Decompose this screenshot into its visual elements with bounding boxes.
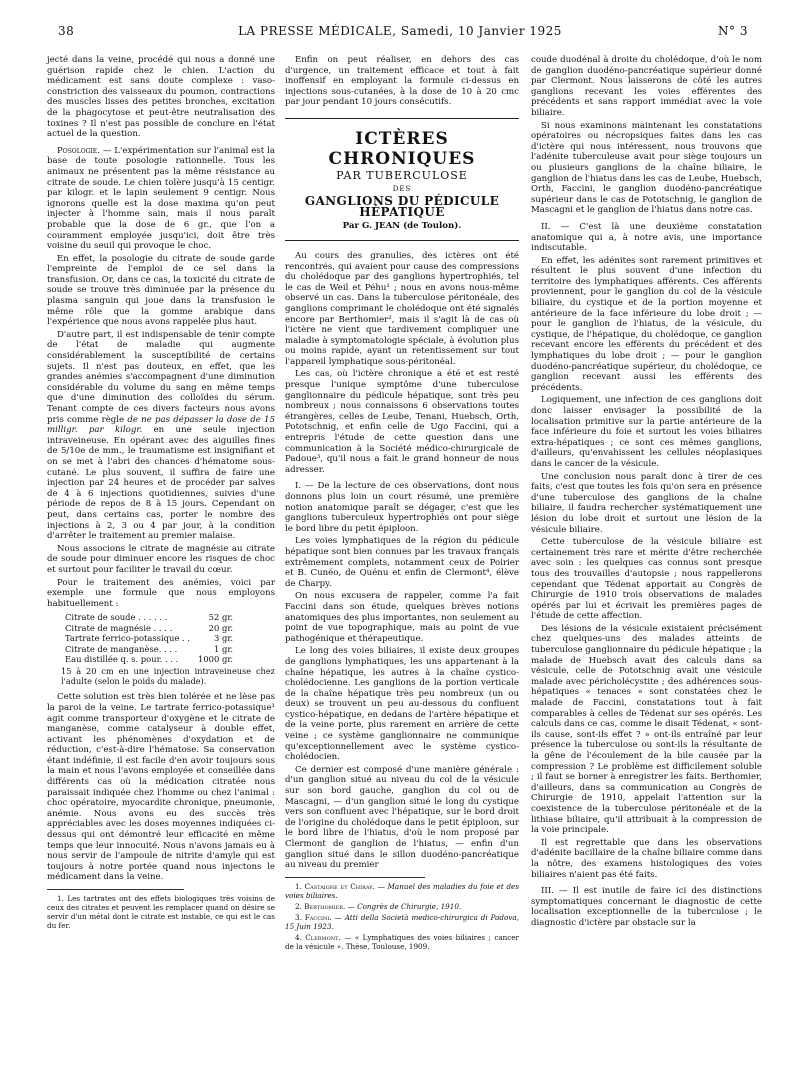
footnote-divider [47,889,184,890]
column-middle [285,55,519,1064]
footnote: 1. Les tartrates ont des effets biologiques très voisins de ceux des citrates et peuvent les remplacer quand on désire se servir d'un métal dont le citrate est instable, ce qui est le cas du fer. [47,894,275,930]
paragraph: Les voies lymphatiques de la région du pédicule hépatique sont bien connues par les travaux français extrêmement complets, notamment ceux de Poirier et B. Cunéo, de Quénu et enfin de Clermont⁴, élève de Charpy. [285,536,519,589]
page-number: 38 [58,24,75,38]
paragraph: Les cas, où l'ictère chronique a été et est resté presque l'unique symptôme d'une tuberculose ganglionnaire du pédicule hépatique, sont très peu nombreux ; nous connaissons 6 observations toutes étrangères, celles de Leube, Tenani, Huebsch, Orth, Pototschnig, et enfin celle de Ugo Faccini, qui a entrepris l'étude de cette question dans une communication à la Société médico-chirurgicale de Padoue³, qu'il nous a fait le grand honneur de nous adresser. [285,369,519,475]
paragraph: En effet, les adénites sont rarement primitives et résultent le plus souvent d'une infection du territoire des lymphatiques afférents. Ces afférents proviennent, pour le ganglion du col de la vésicule biliaire, du cystique et de la portion moyenne et antérieure de la face inférieure du lobe droit ; — pour le ganglion de l'hiatus, de la vésicule, du cystique, de l'hépatique, du cholédoque, ce ganglion recevant encore les efférents du précédent et des lymphatiques du lobe droit ; — pour le ganglion duodéno-pancréatique supérieur, du cholédoque, ce ganglion recevant aussi les efférents des précédents. [531,255,762,393]
formula-ingredient: Eau distillée q. s. pour. . . . [65,653,179,664]
formula-row [61,644,237,654]
footnote [285,902,519,911]
formula-ingredient: Citrate de magnésie . . . . [65,622,173,633]
paragraph: coude duodénal à droite du cholédoque, d'où le nom de ganglion duodéno-pancréatique supérieur donné par Clermont. Nous laisserons de côté les autres ganglions recevant les voies efférentes des précédents et sans rapport immédiat avec la voie biliaire. [531,55,762,118]
formula-note: 15 à 20 cm en une injection intraveineuse chez l'adulte (selon le poids du malade). [61,666,275,687]
section-label: Posologie. [57,145,100,156]
formula-quantity: 20 gr. [208,622,234,633]
footnote [285,913,519,931]
paragraph: Au cours des granulies, des ictères ont été rencontrés, qui avaient pour cause des compressions du cholédoque par des ganglions hypertrophiés, tel le cas de Weil et Péhu¹ ; nous en avons nous-même observé un cas. Dans la tuberculose péritonéale, des ganglions comprimant le cholédoque ont été signalés encore par Berthomier², mais il s'agit là de cas où l'ictère ne vient que tardivement compliquer une maladie à symptomatologie spéciale, à évolution plus ou moins rapide, ayant un retentissement sur tout l'appareil lymphatique sous-péritonéal. [285,250,519,367]
footnote-author: 4. Clermont. [295,932,341,942]
formula-table [61,612,237,664]
paragraph-section-3: III. — Il est inutile de faire ici des distinctions symptomatiques concernant le diagnostic de cette localisation exceptionnelle de la tuberculose ; le diagnostic d'ictère par obstacle sur la [531,886,762,928]
issue-number: N° 3 [718,24,748,38]
formula-ingredient: Citrate de manganèse. . . . [65,643,178,654]
paragraph: Une conclusion nous paraît donc à tirer de ces faits, c'est que toutes les fois qu'on sera en présence d'une tuberculose des ganglions de la chaîne biliaire, il faudra rechercher systématiquement une lésion du lobe droit et surtout une lésion de la vésicule biliaire. [531,471,762,535]
formula-ingredient: Tartrate ferrico-potassique . . [65,633,190,644]
paragraph: Des lésions de la vésicule existaient précisément chez quelques-uns des malades atteints de tuberculose ganglionnaire du pédicule hépatique ; la malade de Huebsch avait des calculs dans sa vésicule, celle de Pototschnig avait une vésicule malade avec péricholécystite ; des adhérences sous-hépatiques « tenaces » sont constatées chez le malade de Faccini, constatations tout à fait comparables à celles de Tédenat sur ses opérés. Les calculs dans ce cas, comme le disait Tédenat, « sont-ils cause, sont-ils effet ? » ont-ils entraîné par leur présence la tuberculose ou sont-ils la résultante de la gêne de l'écoulement de la bile causée par la compression ? Le problème est difficilement soluble ; il faut se borner à enregistrer les faits. Berthomier, d'ailleurs, dans sa communication au Congrès de Chirurgie de 1910, appelait l'attention sur la coexistence de la tuberculose péritonéale et de la lithiase biliaire, qu'il attribuait à la compression de la voie principale. [531,623,762,836]
paragraph: Il est regrettable que dans les observations d'adénite bacillaire de la chaîne biliaire comme dans la nôtre, des examens histologiques des voies biliaires n'aient pas été faits. [531,837,762,880]
paragraph: Logiquement, une infection de ces ganglions doit donc laisser envisager la possibilité de la localisation primitive sur la partie antérieure de la face inférieure du foie et surtout les voies biliaires extra-hépatiques ; ce sont ces mêmes ganglions, d'ailleurs, qu'envahissent les cellules néoplasiques dans le cancer de la vésicule. [531,395,762,469]
paragraph: Cette tuberculose de la vésicule biliaire est certainement très rare et mérite d'être recherchée avec soin : les quelques cas connus sont presque tous des trouvailles d'autopsie ; nous rappellerons cependant que Tédenat apportait au Congrès de Chirurgie de 1910 trois observations de malades opérés par lui et écrivait les premières pages de l'étude de cette affection. [531,537,762,622]
article-title: ICTÈRES CHRONIQUES [328,128,476,169]
paragraph: Nous associons le citrate de magnésie au citrate de soude pour diminuer encore les risques de choc et surtout pour faciliter le travail du cœur. [47,543,275,575]
paragraph-text: D'autre part, il est indispensable de tenir compte de l'état de maladie qui augmente considérablement la susceptibilité de certains sujets. Il n'est pas douteux, en effet, que les grandes anémies s'accompagnent d'une diminution considérable du volume du sang en même temps que d'une diminution des colloïdes du sérum. Tenant compte de ces divers facteurs nous avons pris comme règle [47,329,275,425]
paragraph: Le long des voies biliaires, il existe deux groupes de ganglions lymphatiques, les uns appartenant à la chaîne hépatique, les autres à la chaîne cystico-cholédocienne. Les ganglions de la portion verticale de la chaîne hépatique très peu nombreux (un ou deux) se trouvent un peu au-dessous du confluent cystico-hépatique, en dedans de l'artère hépatique et de la veine porte, plus rarement en arrière de cette veine ; ce système ganglionnaire ne communique qu'exceptionnellement avec le système cystico-cholédocien. [285,646,519,763]
paragraph: On nous excusera de rappeler, comme l'a fait Faccini dans son étude, quelques brèves notions anatomiques des plus importantes, non seulement au point de vue topographique, mais au point de vue pathogénique et thérapeutique. [285,591,519,644]
formula-row [61,623,237,633]
paragraph: Cette solution est très bien tolérée et ne lèse pas la paroi de la veine. Le tartrate ferrico-potassique¹ agit comme transporteur d'oxygène et le citrate de manganèse, comme catalyseur à double effet, activant les phénomènes d'oxydation et de réduction, c'est-à-dire l'hématose. Sa conservation étant indéfinie, il est facile d'en avoir toujours sous la main et nous l'avons employée et conseillée dans différents cas où la médication citratée nous paraissait indiquée chez l'homme ou chez l'animal : choc opératoire, myocardite chronique, pneumonie, anémie. Nous avons eu des succès très appréciables avec les doses moyennes indiquées ci-dessus qui ont démontré leur efficacité en même temps que leur innocuité. Nous n'avons jamais eu à nous servir de l'ampoule de nitrite d'amyle qui est toujours à notre portée quand nous injectons le médicament dans la veine. [47,692,275,883]
formula-row [61,612,237,622]
footnote-text: — Atti della Società medico-chirurgica di Padova, 15 Juin 1923. [285,912,519,931]
formula-row [61,633,237,643]
paragraph: En effet, la posologie du citrate de soude garde l'empreinte de l'emploi de ce sel dans la transfusion. Or, dans ce cas, la toxicité du citrate de soude se trouve très diminuée par la présence du plasma sanguin qui joue dans la transfusion le même rôle que la gomme arabique dans l'expérience que nous avons rappelée plus haut. [47,253,275,328]
column-right [531,55,762,1064]
formula-ingredient: Citrate de soude . . . . . . [65,612,168,623]
article-author: Par G. JEAN (de Toulon). [342,221,462,232]
running-header [48,22,752,42]
journal-title: LA PRESSE MÉDICALE, Samedi, 10 Janvier 1925 [238,24,562,38]
formula-quantity: 1000 gr. [197,653,234,664]
article-subtitle-main: GANGLIONS DU PÉDICULE HÉPATIQUE [304,194,500,219]
article-subtitle-connector: DES [392,184,412,193]
paragraph: Si nous examinons maintenant les constatations opératoires ou nécropsiques faites dans les cas d'ictère qui nous intéressent, nous trouvons que l'adénite tuberculeuse avait pour siège toujours un ou plusieurs ganglions de la chaîne biliaire, le ganglion de l'hiatus dans les cas de Leube, Huebsch, Orth, Faccini, le ganglion duodéno-pancréatique supérieur dans le cas de Pototschnig, le ganglion de Mascagni et le ganglion de l'hiatus dans notre cas. [531,120,762,216]
paragraph: Enfin on peut réaliser, en dehors des cas d'urgence, un traitement efficace et tout à fait inoffensif en employant la formule ci-dessus en injections sous-cutanées, à la dose de 10 à 20 cmc par jour pendant 10 jours consécutifs. [285,55,519,108]
article-heading [285,118,519,241]
paragraph-text: en une seule injection intraveineuse. En opérant avec des aiguilles fines de 5/10e de mm., le traumatisme est insignifiant et on se met à l'abri des chances d'hématome sous-cutané. Le plus souvent, il suffira de faire une injection par 24 heures et de procéder par salves de 4 à 6 injections quotidiennes, suivies d'une période de repos de 8 à 15 jours. Cependant on peut, dans certains cas, porter le nombre des injections à 2, 3 ou 4 par jour, à la condition d'arrêter le traitement au premier malaise. [47,425,275,542]
footnote-author: 3. Faccini. [295,912,332,922]
paragraph-section-2: II. — C'est là une deuxième constatation anatomique qui a, à notre avis, une importance indiscutable. [531,221,762,254]
paragraph [47,330,275,542]
paragraph-section-1: I. — De la lecture de ces observations, dont nous donnons plus loin un court résumé, une première notion anatomique paraît se dégager, c'est que les ganglions tuberculeux hypertrophiés ont pour siège le bord libre du petit épiploon. [285,481,519,534]
footnote-author: 1. Castaigne et Chiray. [295,881,375,891]
formula-quantity: 1 gr. [213,643,234,654]
footnote-text: — Manuel des maladies du foie et des voies biliaires. [285,881,519,900]
formula-quantity: 3 gr. [213,633,234,644]
footnote [285,882,519,900]
footnote-divider [285,877,425,878]
footnote-author: 2. Berthomier. [295,901,346,911]
emphasis-text: de ne pas dépasser la dose de 15 milligr. par kilogr. [47,414,275,436]
formula-quantity: 52 gr. [208,612,234,623]
footnote [285,933,519,951]
paragraph-posologie [47,146,275,252]
footnote-text: — « Lymphatiques des voies biliaires ; cancer de la vésicule ». Thèse, Toulouse, 1909. [285,932,519,951]
column-left [47,55,275,1064]
paragraph-text: — L'expérimentation sur l'animal est la base de toute posologie rationnelle. Tous les animaux ne présentent pas la même résistance au citrate de soude. Le chien tolère jusqu'à 15 centigr. par kilogr. et le lapin seulement 9 centigr. Nous ignorons quelle est la dose maxima qu'on peut injecter à l'homme sain, mais il nous paraît probable que la dose de 6 gr., que l'on a couramment employée jusqu'ici, doit être très voisine du seuil qui provoque le choc. [47,145,275,252]
paragraph: Pour le traitement des anémies, voici par exemple une formule que nous employons habituellement : [47,577,275,609]
paragraph: Ce dernier est composé d'une manière générale : d'un ganglion situé au niveau du col de la vésicule sur son bord gauche, ganglion du col ou de Mascagni, — d'un ganglion situé le long du cystique vers son confluent avec l'hépatique, sur le bord droit de l'origine du cholédoque dans le petit épiploon, sur le bord libre de l'hiatus, d'où le nom proposé par Clermont de ganglion de l'hiatus, — enfin d'un ganglion situé dans le sillon duodéno-pancréatique au niveau du premier [285,764,519,871]
footnote-text: — Congrès de Chirurgie, 1910. [345,901,462,911]
formula-row [61,654,237,664]
article-subtitle: PAR TUBERCULOSE [336,168,468,182]
paragraph: jecté dans la veine, procédé qui nous a donné une guérison rapide chez le chien. L'action du médicament est sans doute complexe : vaso-constriction des vaisseaux du poumon, contractions des muscles lisses des petites bronches, excitation de la phagocytose et peut-être neutralisation des toxines ? Il n'est pas possible de conclure en l'état actuel de la question. [47,55,275,140]
